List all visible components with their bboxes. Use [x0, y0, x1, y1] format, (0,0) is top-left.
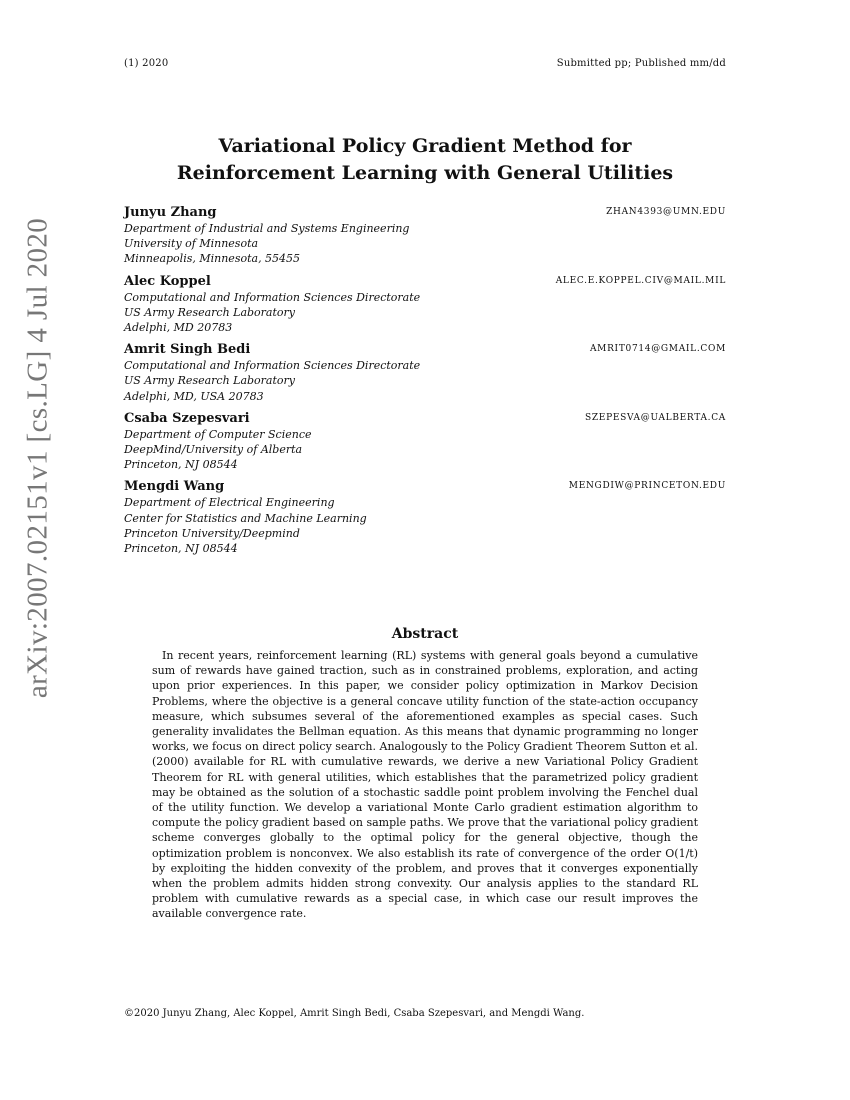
affiliation-line: US Army Research Laboratory: [124, 305, 296, 319]
author-email[interactable]: AMRIT0714@GMAIL.COM: [589, 344, 726, 355]
author-block: [124, 274, 726, 336]
abstract-section: [152, 624, 698, 922]
affiliation-line: Computational and Information Sciences Directorate: [124, 290, 421, 304]
title-line-2: Reinforcement Learning with General Utilities: [176, 162, 674, 184]
affiliation-line: Department of Computer Science: [124, 427, 312, 441]
author-block: [124, 342, 726, 404]
affiliation-line: Computational and Information Sciences Directorate: [124, 359, 421, 373]
affiliation-line: Princeton, NJ 08544: [124, 542, 238, 556]
abstract-heading: Abstract: [391, 626, 459, 642]
affiliation-line: Adelphi, MD 20783: [124, 321, 233, 335]
affiliation-line: Minneapolis, Minnesota, 55455: [124, 252, 301, 266]
copyright-footer: ©2020 Junyu Zhang, Alec Koppel, Amrit Singh Bedi, Csaba Szepesvari, and Mengdi Wang.: [124, 1008, 585, 1019]
affiliation-line: Center for Statistics and Machine Learning: [124, 511, 367, 525]
author-name: Amrit Singh Bedi: [124, 342, 251, 358]
abstract-body: In recent years, reinforcement learning (RL) systems with general goals beyond a cumulative sum of rewards have gained traction, such as in constrained problems, exploration, and acting upon prior experiences. In this paper, we consider policy optimization in Markov Decision Problems, where the objective is a general concave utility function of the state-action occupancy measure, which subsumes several of the aforementioned examples as special cases. Such generality invalidates the Bellman equation. As this means that dynamic programming no longer works, we focus on direct policy search. Analogously to the Policy Gradient Theorem Sutton et al. (2000) available for RL with cumulative rewards, we derive a new Variational Policy Gradient Theorem for RL with general utilities, which establishes that the parametrized policy gradient may be obtained as the solution of a stochastic saddle point problem involving the Fenchel dual of the utility function. We develop a variational Monte Carlo gradient estimation algorithm to compute the policy gradient based on sample paths. We prove that the variational policy gradient scheme converges globally to the optimal policy for the general objective, though the optimization problem is nonconvex. We also establish its rate of convergence of the order O(1/t) by exploiting the hidden convexity of the problem, and proves that it converges exponentially when the problem admits hidden strong convexity. Our analysis applies to the standard RL problem with cumulative rewards as a special case, in which case our result improves the available convergence rate.: [152, 649, 698, 921]
author-name: Csaba Szepesvari: [124, 410, 250, 426]
author-block: [124, 479, 726, 556]
author-email[interactable]: MENGDIW@PRINCETON.EDU: [568, 481, 726, 492]
author-name: Mengdi Wang: [124, 479, 225, 495]
author-name: Alec Koppel: [124, 273, 211, 289]
affiliation-line: Department of Electrical Engineering: [124, 496, 335, 510]
author-name: Junyu Zhang: [124, 205, 217, 220]
paper-title: [124, 133, 726, 187]
author-email[interactable]: ALEC.E.KOPPEL.CIV@MAIL.MIL: [555, 275, 726, 286]
author-block: [124, 411, 726, 473]
running-header-right: Submitted pp; Published mm/dd: [556, 58, 726, 69]
author-block: [124, 205, 726, 267]
affiliation-line: US Army Research Laboratory: [124, 374, 296, 388]
author-email[interactable]: SZEPESVA@UALBERTA.CA: [584, 412, 726, 423]
author-list: [124, 205, 726, 563]
author-email[interactable]: ZHAN4393@UMN.EDU: [606, 207, 726, 217]
running-header-left: (1) 2020: [124, 58, 169, 69]
title-line-1: Variational Policy Gradient Method for: [218, 135, 632, 157]
affiliation-line: DeepMind/University of Alberta: [124, 443, 303, 457]
arxiv-identifier[interactable]: arXiv:2007.02151v1 [cs.LG] 4 Jul 2020: [21, 217, 54, 699]
affiliation-line: Adelphi, MD, USA 20783: [124, 389, 264, 403]
affiliation-line: University of Minnesota: [124, 237, 259, 251]
affiliation-line: Department of Industrial and Systems Engineering: [124, 222, 410, 235]
affiliation-line: Princeton University/Deepmind: [124, 526, 300, 540]
affiliation-line: Princeton, NJ 08544: [124, 458, 238, 472]
